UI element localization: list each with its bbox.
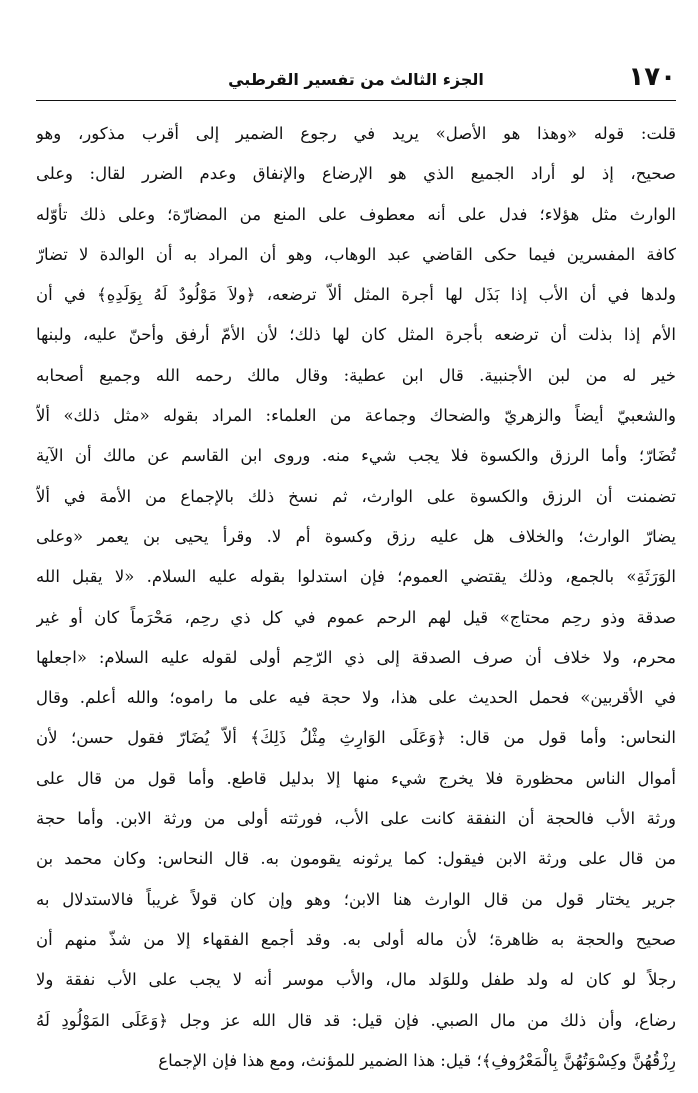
text-line: جرير يختار قول من قال الوارث هنا الابن؛ وهو وإن كان قولاً غريباً فالاستدلال به	[36, 889, 676, 909]
text-line: الأم إذا بذلت أن ترضعه بأجرة المثل كان لها ذلك؛ لأن الأمّ أرفق وأحنّ عليه، ولبنها	[36, 325, 676, 345]
text-line: في الأقربين» فحمل الحديث على هذا، ولا حجة فيه على ما راموه؛ والله أعلم. وقال	[36, 688, 676, 708]
text-line: رِزْقُهُنَّ وكِسْوَتُهُنَّ بِالْمَعْرُوفِ﴾؛ قيل: هذا الضمير للمؤنث، ومع هذا فإن الإجماع	[158, 1050, 676, 1070]
text-line: تضمنت أن الرزق والكسوة على الوارث، ثم نسخ ذلك بالإجماع من الأمة في ألاّ	[36, 486, 676, 506]
text-line: والشعبيّ أيضاً والزهريّ والضحاك وجماعة من العلماء: المراد بقوله «مثل ذلك» ألاّ	[36, 406, 676, 426]
text-line: يضارّ الوارث؛ والخلاف هل عليه رزق وكسوة أم لا. وقرأ يحيى بن يعمر «وعلى	[36, 526, 676, 546]
text-line: كافة المفسرين فيما حكى القاضي عبد الوهاب، وهو أن المراد به أن الوالدة لا تضارّ	[36, 244, 676, 264]
text-line: محرم، ولا خلاف أن صرف الصدقة إلى ذي الرّحِم أولى لقوله عليه السلام: «اجعلها	[36, 647, 676, 667]
page-header	[36, 60, 676, 100]
text-line: ورثة الأب فالحجة أن النفقة كانت على الأب، فورثته أولى من ورثة الابن. وأما حجة	[36, 809, 676, 829]
text-line: الوَرَثَةِ» بالجمع، وذلك يقتضي العموم؛ فإن استدلوا بقوله عليه السلام. «لا يقبل الله	[36, 567, 676, 587]
text-line: تُضَارّ؛ وأما الرزق والكسوة فلا يجب شيء منه. وروى ابن القاسم عن مالك أن الآية	[36, 446, 676, 466]
text-line: قلت: قوله «وهذا هو الأصل» يريد في رجوع الضمير إلى أقرب مذكور، وهو	[36, 124, 676, 143]
running-title: الجزء الثالث من تفسير القرطبي	[228, 70, 484, 89]
text-line: الوارث مثل هؤلاء؛ فدل على أنه معطوف على المنع من المضارّة؛ وعلى ذلك تأوّله	[36, 204, 676, 224]
text-line: من قال على ورثة الابن فيقول: كما يرثونه يقومون به. قال النحاس: وكان محمد بن	[36, 849, 676, 869]
header-divider	[36, 100, 676, 101]
text-line: ولدها في أن الأب إذا بَذَل لها أجرة المثل ألاّ ترضعه، ﴿ولاَ مَوْلُودٌ لَهُ بِوَلَدِهِ﴾ في أن	[36, 285, 676, 305]
text-line: صحيح، إذ لو أراد الجميع الذي هو الإرضاع والإنفاق وعدم الضرر لقال: وعلى	[36, 164, 676, 184]
text-line: النحاس: وأما قول من قال: ﴿وَعَلَى الوَارِثِ مِثْلُ ذَلِكَ﴾ ألاّ يُضَارّ فقول حسن؛ لأن	[36, 728, 676, 748]
text-line: صدقة وذو رحِم محتاج» قيل لهم الرحم عموم في كل ذي رحِم، مَحْرَماً كان أو غير	[36, 607, 676, 627]
text-line: صحيح والحجة به ظاهرة؛ لأن ماله أولى به. وقد أجمع الفقهاء إلا من شذّ منهم أن	[36, 929, 676, 949]
text-line: رضاع، وأن ذلك من مال الصبي. فإن قيل: قد قال الله عز وجل ﴿وَعَلَى المَوْلُودِ لَهُ	[36, 1010, 676, 1030]
body-text	[36, 114, 676, 1081]
text-line: خير له من لبن الأجنبية. قال ابن عطية: وقال مالك رحمه الله وجميع أصحابه	[36, 365, 676, 385]
text-line: رجلاً لو كان له ولد طفل وللوَلد مال، والأب موسر أنه لا يجب على الأب نفقة ولا	[36, 970, 676, 990]
page-number: ١٧٠	[628, 62, 676, 92]
text-line: أموال الناس محظورة فلا يخرج شيء منها إلا بدليل قاطع. وأما قول من قال على	[36, 768, 676, 788]
